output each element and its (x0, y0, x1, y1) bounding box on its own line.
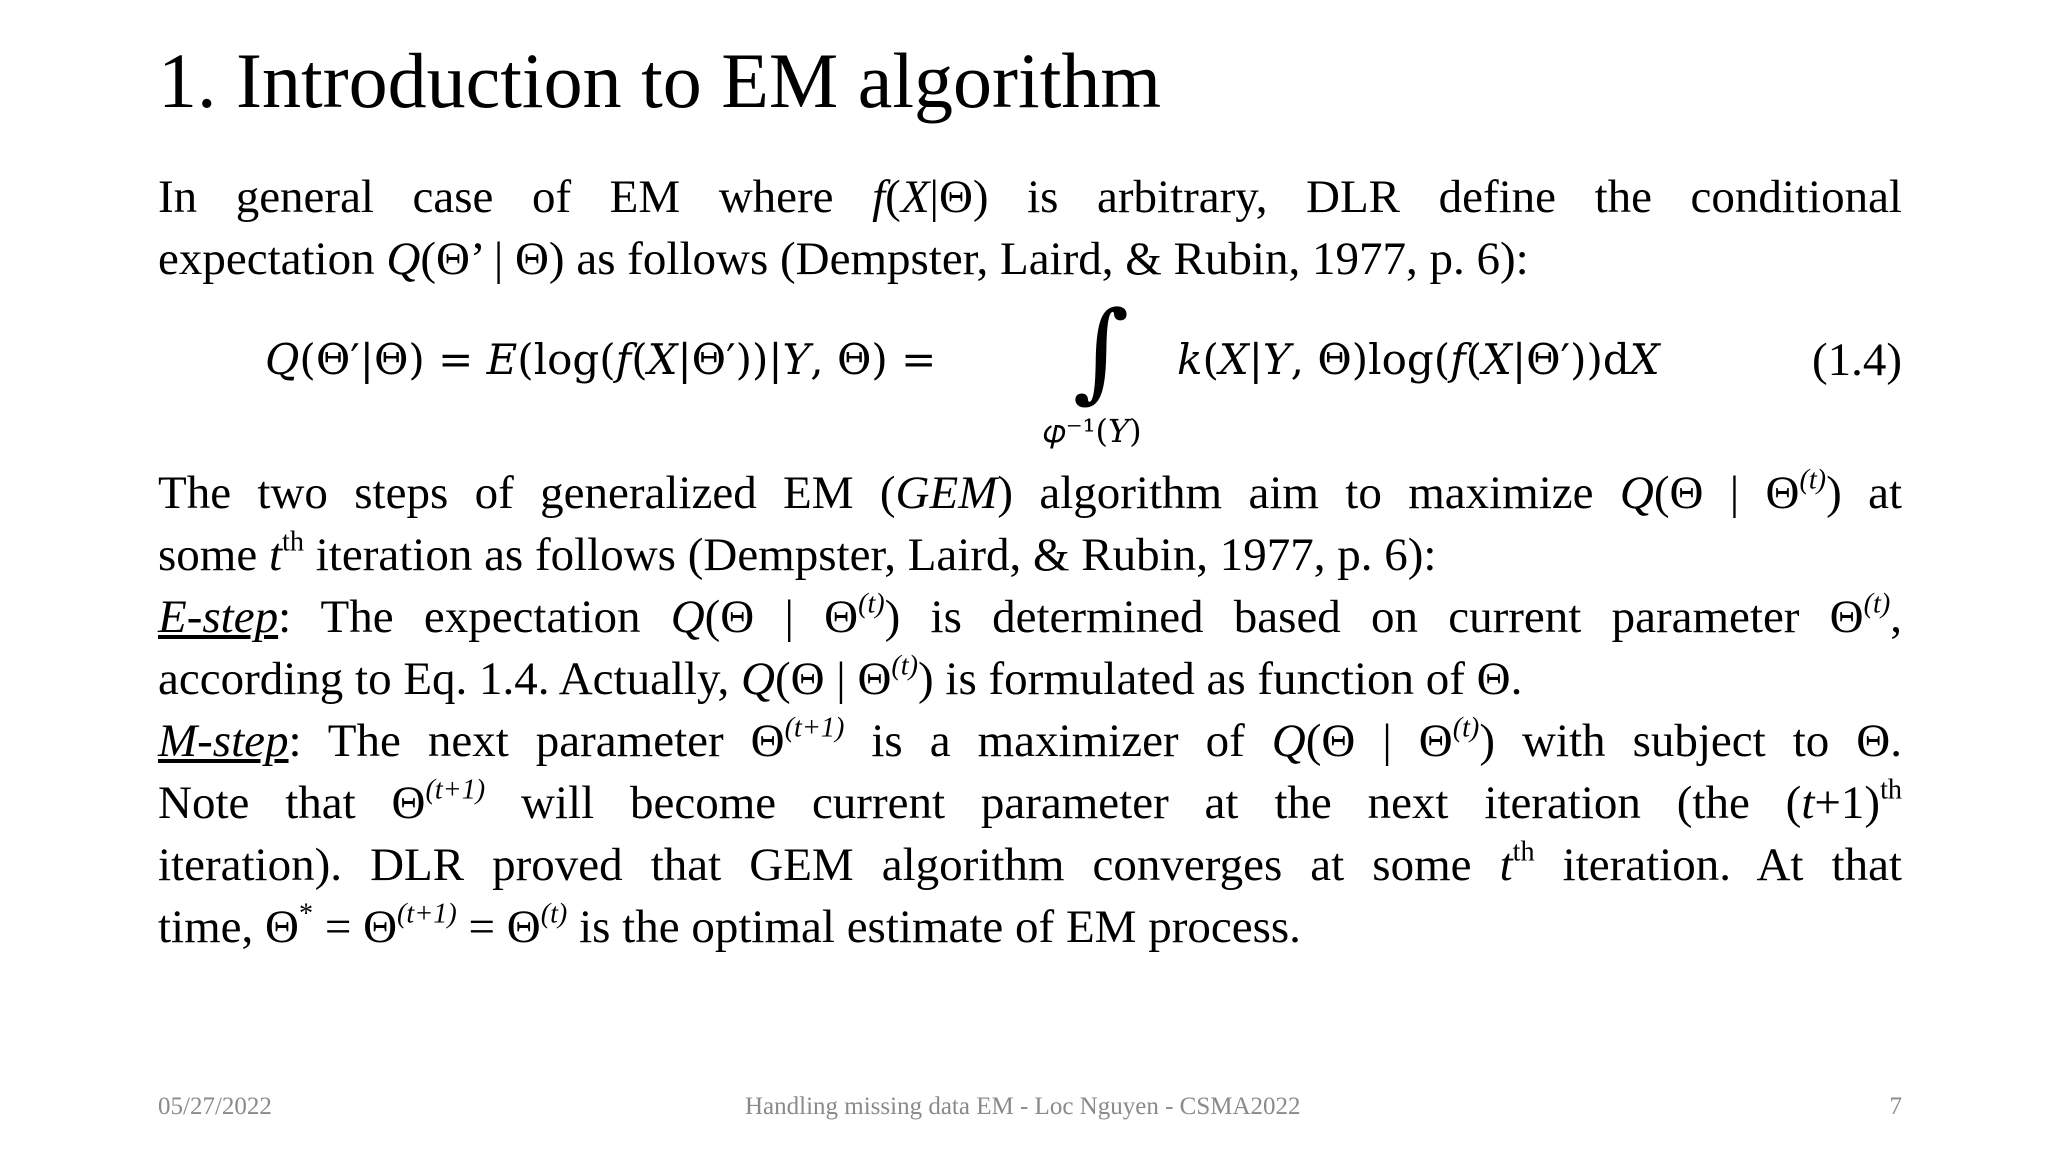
integral-sign: ∫ (1073, 289, 1130, 414)
equation-rhs: 𝑘(𝑋|𝑌, Θ)log(𝑓(𝑋|Θ′))d𝑋 (1177, 335, 1660, 384)
superscript: (t) (1452, 712, 1480, 744)
superscript: th (1512, 836, 1535, 868)
gem-term: GEM (895, 467, 998, 519)
footer-date: 05/27/2022 (158, 1093, 272, 1120)
e-step-line-2 (158, 648, 1902, 710)
text: iteration). DLR proved that GEM algorithm converges at some (158, 839, 1500, 891)
e-step-label: E-step (158, 591, 279, 643)
slide-title: 1. Introduction to EM algorithm (158, 37, 1162, 124)
superscript: * (298, 898, 314, 930)
text: (Θ | Θ (704, 591, 859, 643)
equation-1-4 (265, 289, 1902, 460)
text: ) is formulated as function of Θ. (918, 653, 1523, 705)
equation-number: (1.4) (1811, 334, 1902, 386)
footer-center-text: Handling missing data EM - Loc Nguyen - CSMA2022 (745, 1093, 1301, 1120)
math-f: f (872, 171, 886, 223)
e-step-line-1 (158, 586, 1902, 648)
math-q: Q (386, 233, 421, 285)
intro-line-1 (158, 166, 1902, 228)
superscript: th (1880, 774, 1902, 806)
text: (Θ’ | Θ) (420, 233, 565, 285)
m-step-line-4 (158, 896, 1902, 958)
footer-page-number: 7 (1889, 1093, 1902, 1120)
text: : The next parameter Θ (288, 715, 785, 767)
math-t: t (1801, 777, 1815, 829)
text: (Θ | Θ (774, 653, 892, 705)
text: = Θ (313, 901, 398, 953)
m-step-line-1 (158, 710, 1902, 772)
intro-line-2 (158, 228, 1902, 290)
equation-lhs: 𝑄(Θ′|Θ) = 𝐸(log(𝑓(𝑋|Θ′))|𝑌, Θ) = (265, 335, 937, 384)
gem-paragraph (158, 462, 1902, 958)
text: as follows (Dempster, Laird, & Rubin, 1977, p. 6): (564, 233, 1529, 285)
text: , (1890, 591, 1902, 643)
gem-line-1 (158, 462, 1902, 524)
superscript: (t) (858, 588, 885, 620)
text: |Θ) (929, 171, 989, 223)
superscript: (t) (1799, 464, 1827, 496)
integral-domain: 𝜑⁻¹(𝑌) (1043, 412, 1142, 450)
superscript: (t) (891, 650, 919, 682)
math-t: t (268, 529, 283, 581)
text: iteration. At that (1534, 839, 1902, 891)
math-t: t (1499, 839, 1513, 891)
text: expectation (158, 233, 387, 285)
text: Note that Θ (158, 777, 426, 829)
text: iteration as follows (Dempster, Laird, & Rubin, 1977, p. 6): (303, 529, 1437, 581)
text: The two steps of generalized EM ( (158, 467, 896, 519)
text: according to Eq. 1.4. Actually, (158, 653, 742, 705)
text: ) at (1826, 467, 1902, 519)
text: is a maximizer of (844, 715, 1272, 767)
text: is arbitrary, DLR define the conditional (988, 171, 1902, 223)
text: (Θ | Θ (1653, 467, 1800, 519)
math-q: Q (741, 653, 775, 705)
text: ( (885, 171, 901, 223)
superscript: (t+1) (784, 712, 845, 744)
gem-line-2 (158, 524, 1902, 586)
text: : The expectation (278, 591, 671, 643)
math-x: X (900, 171, 930, 223)
superscript: (t) (540, 898, 568, 930)
text: +1) (1814, 777, 1881, 829)
text: In general case of EM where (158, 171, 873, 223)
intro-paragraph (158, 166, 1902, 290)
text: ) with subject to Θ. (1479, 715, 1902, 767)
superscript: th (282, 526, 304, 558)
text: is the optimal estimate of EM process. (567, 901, 1301, 953)
text: ) algorithm aim to maximize (997, 467, 1620, 519)
m-step-line-2 (158, 772, 1902, 834)
text: ) is determined based on current parameter Θ (884, 591, 1864, 643)
math-q: Q (670, 591, 705, 643)
m-step-line-3 (158, 834, 1902, 896)
math-q: Q (1271, 715, 1306, 767)
superscript: (t) (1863, 588, 1891, 620)
text: time, Θ (158, 901, 299, 953)
text: = Θ (456, 901, 541, 953)
text: some (158, 529, 269, 581)
m-step-label: M-step (158, 715, 289, 767)
superscript: (t+1) (425, 774, 486, 806)
text: (Θ | Θ (1305, 715, 1453, 767)
text: will become current parameter at the next iteration (the ( (485, 777, 1802, 829)
superscript: (t+1) (397, 898, 457, 930)
math-q: Q (1619, 467, 1654, 519)
